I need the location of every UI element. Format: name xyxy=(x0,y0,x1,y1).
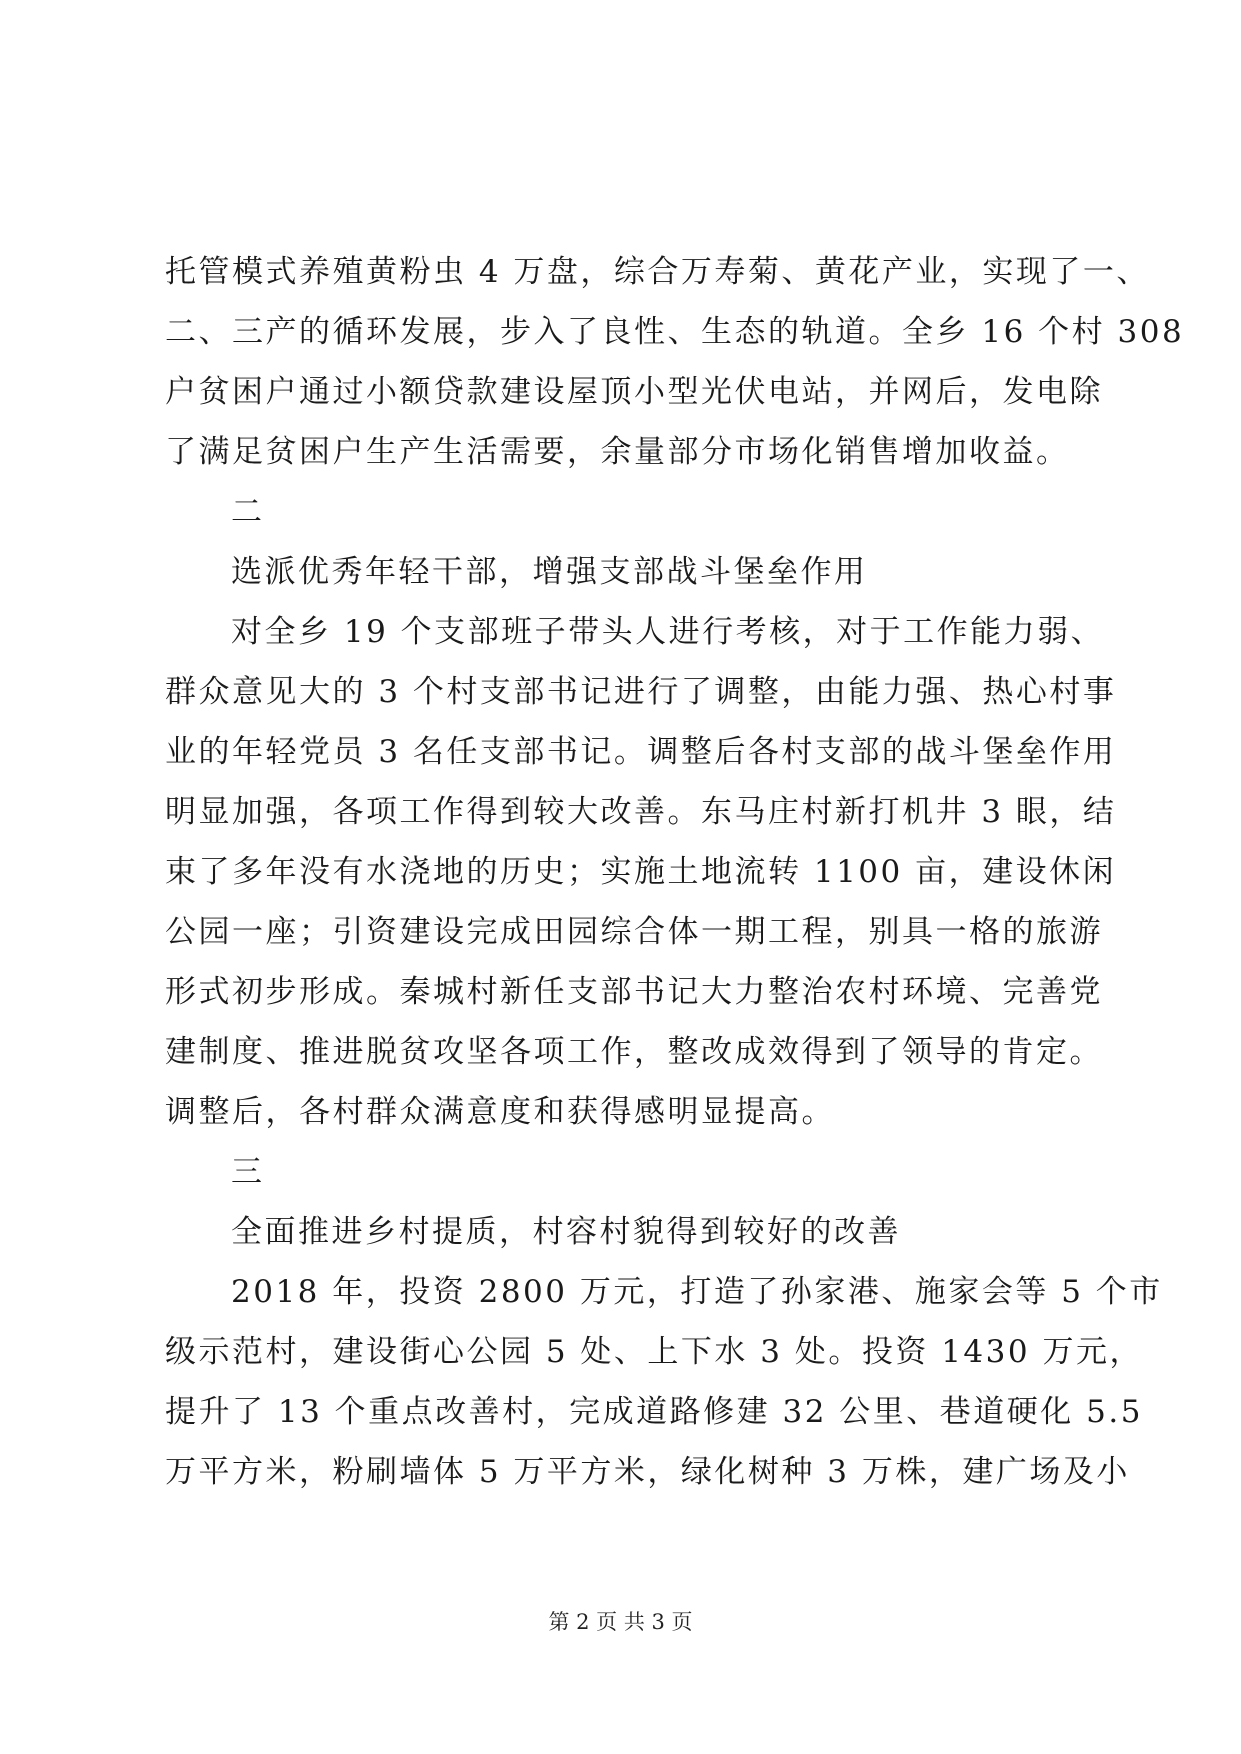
body-line: 二、三产的循环发展，步入了良性、生态的轨道。全乡 16 个村 308 xyxy=(165,314,1185,350)
section-heading: 全面推进乡村提质，村容村貌得到较好的改善 xyxy=(231,1214,901,1250)
body-line: 2018 年，投资 2800 万元，打造了孙家港、施家会等 5 个市 xyxy=(231,1274,1163,1310)
body-line: 明显加强，各项工作得到较大改善。东马庄村新打机井 3 眼，结 xyxy=(165,794,1117,830)
section-number: 二 xyxy=(231,494,265,530)
body-line: 了满足贫困户生产生活需要，余量部分市场化销售增加收益。 xyxy=(165,434,1070,470)
body-line: 万平方米，粉刷墙体 5 万平方米，绿化树种 3 万株，建广场及小 xyxy=(165,1454,1130,1490)
page-footer: 第 2 页 共 3 页 xyxy=(548,1610,693,1634)
body-line: 业的年轻党员 3 名任支部书记。调整后各村支部的战斗堡垒作用 xyxy=(165,734,1117,770)
section-number: 三 xyxy=(231,1154,265,1190)
body-line: 级示范村，建设街心公园 5 处、上下水 3 处。投资 1430 万元， xyxy=(165,1334,1143,1370)
body-line: 束了多年没有水浇地的历史；实施土地流转 1100 亩，建设休闲 xyxy=(165,854,1117,890)
body-line: 调整后，各村群众满意度和获得感明显提高。 xyxy=(165,1094,835,1130)
body-line: 提升了 13 个重点改善村，完成道路修建 32 公里、巷道硬化 5.5 xyxy=(165,1394,1143,1430)
section-heading: 选派优秀年轻干部，增强支部战斗堡垒作用 xyxy=(231,554,868,590)
body-line: 托管模式养殖黄粉虫 4 万盘，综合万寿菊、黄花产业，实现了一、 xyxy=(165,254,1150,290)
body-line: 形式初步形成。秦城村新任支部书记大力整治农村环境、完善党 xyxy=(165,974,1103,1010)
body-line: 户贫困户通过小额贷款建设屋顶小型光伏电站，并网后，发电除 xyxy=(165,374,1103,410)
body-line: 建制度、推进脱贫攻坚各项工作，整改成效得到了领导的肯定。 xyxy=(165,1034,1103,1070)
body-line: 公园一座；引资建设完成田园综合体一期工程，别具一格的旅游 xyxy=(165,914,1103,950)
body-line: 对全乡 19 个支部班子带头人进行考核，对于工作能力弱、 xyxy=(231,614,1105,650)
body-line: 群众意见大的 3 个村支部书记进行了调整，由能力强、热心村事 xyxy=(165,674,1117,710)
